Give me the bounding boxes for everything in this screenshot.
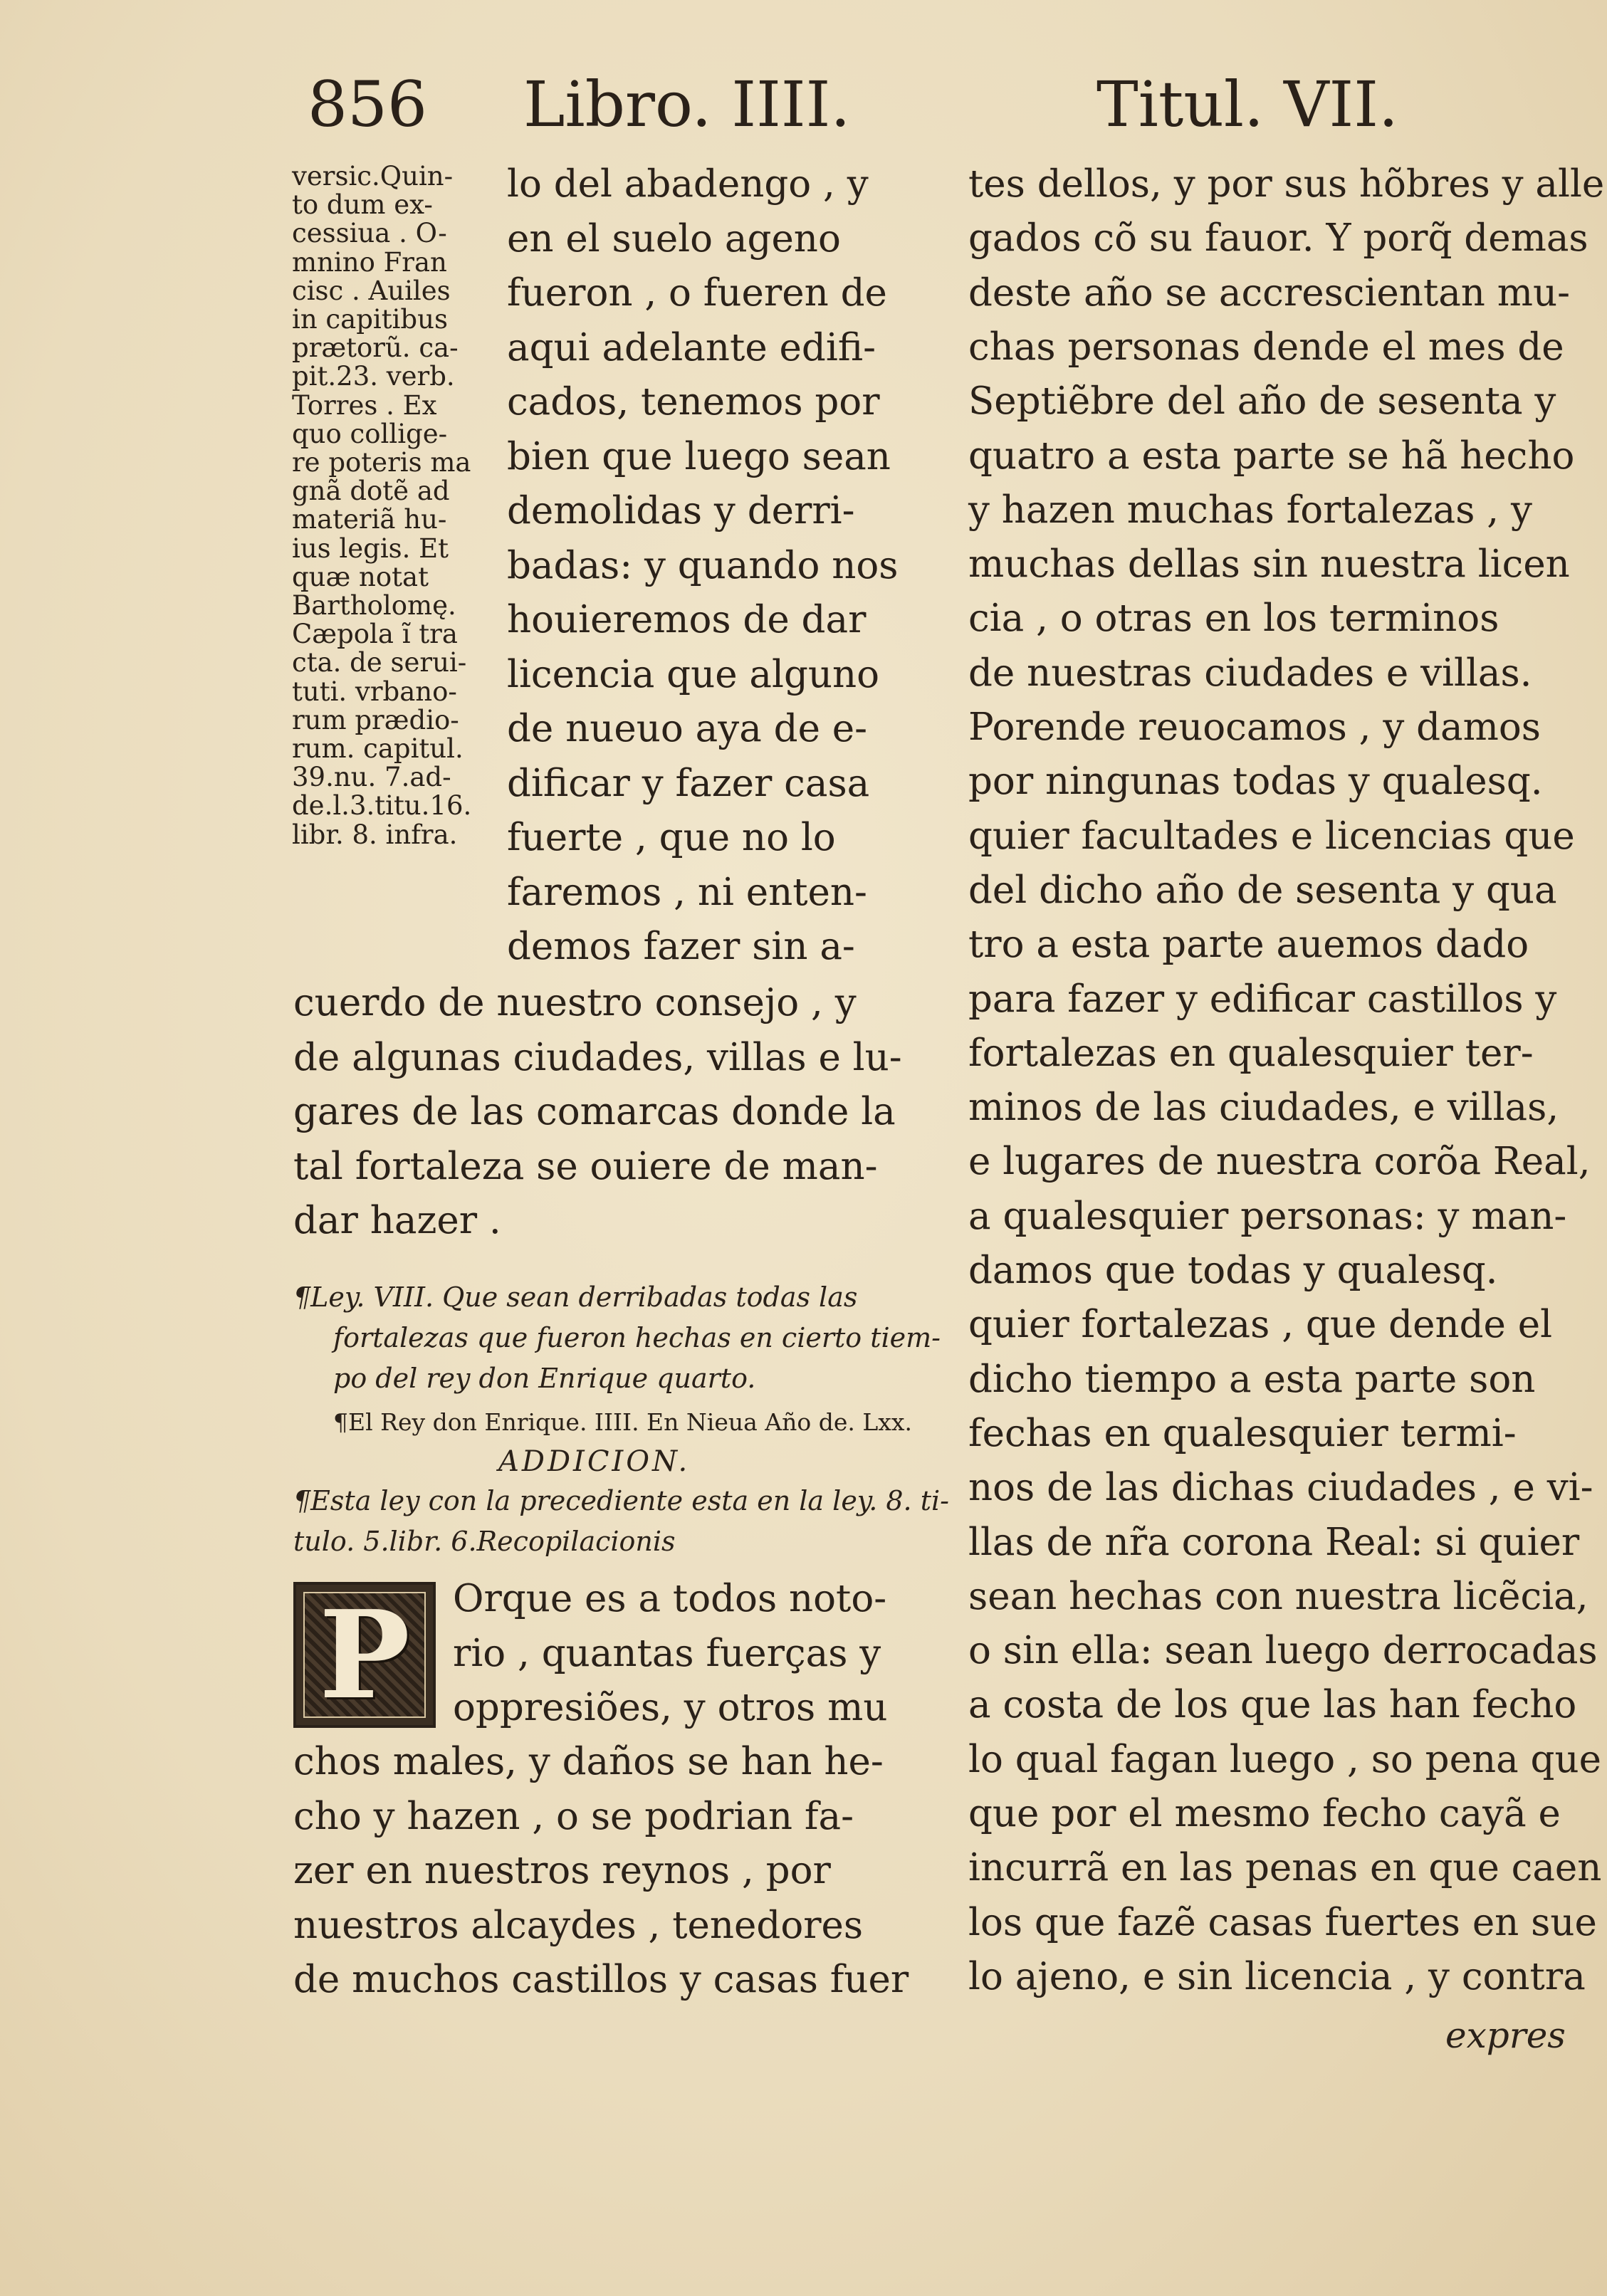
text-line: dicho tiempo a esta parte son	[968, 1357, 1536, 1401]
text-line: chos males, y daños se han he-	[293, 1740, 884, 1783]
margin-note-line: quo collige-	[292, 418, 448, 449]
text-line: demolidas y derri-	[507, 489, 855, 533]
text-line: o sin ella: sean luego derrocadas	[968, 1629, 1598, 1673]
text-line: fechas en qualesquier termi-	[968, 1411, 1517, 1455]
text-line: lo qual fagan luego , so pena que	[968, 1737, 1601, 1781]
text-line: gares de las comarcas donde la	[293, 1090, 896, 1133]
text-line: e lugares de nuestra corõa Real,	[968, 1140, 1591, 1184]
text-line: muchas dellas sin nuestra licen	[968, 542, 1570, 587]
text-line: llas de nr̃a corona Real: si quier	[968, 1520, 1580, 1564]
catchword: expres	[1445, 2015, 1566, 2056]
text-line: Orque es a todos noto-	[453, 1577, 887, 1620]
text-line: Septiẽbre del año de sesenta y	[968, 379, 1556, 424]
margin-note-line: rum. capitul.	[292, 733, 464, 764]
text-line: de nuestras ciudades e villas.	[968, 651, 1532, 695]
text-line: nos de las dichas ciudades , e vi-	[968, 1466, 1593, 1510]
text-line: aqui adelante edifi-	[507, 325, 876, 369]
ley-heading-line: ¶Ley. VIII. Que sean derribadas todas las	[293, 1281, 858, 1313]
text-line: quier fortalezas , que dende el	[968, 1303, 1553, 1347]
text-line: y hazen muchas fortalezas , y	[968, 488, 1532, 532]
text-line: lo del abadengo , y	[507, 162, 869, 206]
ley-heading-line: po del rey don Enrique quarto.	[333, 1363, 756, 1394]
ley-heading-line: fortalezas que fueron hechas en cierto tiem-	[333, 1322, 941, 1353]
decorated-initial	[293, 1582, 436, 1728]
margin-note-line: libr. 8. infra.	[292, 819, 458, 850]
text-line: a costa de los que las han fecho	[968, 1683, 1577, 1727]
addicion-line: tulo. 5.libr. 6.Recopilacionis	[293, 1526, 676, 1557]
text-line: tes dellos, y por sus hõbres y alle	[968, 162, 1605, 206]
margin-note-line: cessiua . O-	[292, 218, 447, 249]
text-line: fueron , o fueren de	[507, 271, 887, 315]
text-line: de algunas ciudades, villas e lu-	[293, 1035, 902, 1079]
margin-note-line: 39.nu. 7.ad-	[292, 762, 451, 793]
text-line: incurrã en las penas en que caen	[968, 1846, 1602, 1890]
text-line: los que fazẽ casas fuertes en sue	[968, 1900, 1597, 1944]
addicion-heading: ADDICION.	[498, 1445, 691, 1478]
text-line: licencia que alguno	[507, 652, 880, 696]
text-line: Porende reuocamos , y damos	[968, 706, 1541, 749]
text-line: en el suelo ageno	[507, 216, 841, 261]
text-line: dificar y fazer casa	[507, 761, 870, 805]
text-line: damos que todas y qualesq.	[968, 1249, 1498, 1292]
margin-note-line: rum prædio-	[292, 704, 459, 735]
text-line: quatro a esta parte se hã hecho	[968, 434, 1575, 478]
text-line: tal fortaleza se ouiere de man-	[293, 1144, 878, 1188]
text-line: nuestros alcaydes , tenedores	[293, 1903, 864, 1947]
text-line: lo ajeno, e sin licencia , y contra	[968, 1954, 1586, 1998]
title-number: Titul. VII.	[1096, 68, 1399, 141]
text-line: cados, tenemos por	[507, 380, 880, 424]
margin-note-line: re poteris ma	[292, 447, 471, 478]
margin-note-line: gnã dotẽ ad	[292, 476, 450, 507]
text-line: cho y hazen , o se podrian fa-	[293, 1794, 854, 1838]
text-line: minos de las ciudades, e villas,	[968, 1086, 1559, 1130]
margin-note-line: Torres . Ex	[292, 389, 437, 421]
margin-note-line: quæ notat	[292, 561, 429, 592]
text-line: demos fazer sin a-	[507, 925, 855, 968]
text-line: oppresiões, y otros mu	[453, 1686, 888, 1729]
margin-note-line: pit.23. verb.	[292, 361, 455, 392]
text-line: deste año se accrescientan mu-	[968, 271, 1571, 315]
margin-note-line: materiã hu-	[292, 504, 447, 535]
margin-note-line: versic.Quin-	[292, 161, 454, 192]
text-line: faremos , ni enten-	[507, 870, 867, 914]
text-line: bien que luego sean	[507, 434, 891, 478]
margin-note-line: Cæpola ĩ tra	[292, 619, 458, 650]
margin-note-line: Bartholomę.	[292, 590, 456, 621]
text-line: sean hechas con nuestra licẽcia,	[968, 1574, 1588, 1618]
text-line: por ningunas todas y qualesq.	[968, 760, 1543, 804]
margin-note-line: in capitibus	[292, 304, 448, 335]
margin-note-line: ius legis. Et	[292, 533, 449, 564]
margin-note-line: prætorũ. ca-	[292, 332, 459, 364]
ley-source: ¶El Rey don Enrique. IIII. En Nieua Año de. Lxx.	[333, 1408, 912, 1436]
initial-letter: P	[319, 1583, 410, 1726]
margin-note-line: cta. de serui-	[292, 647, 467, 678]
margin-note-line: cisc . Auiles	[292, 275, 451, 306]
text-line: fuerte , que no lo	[507, 816, 836, 859]
text-line: fortalezas en qualesquier ter-	[968, 1031, 1534, 1075]
text-line: zer en nuestros reynos , por	[293, 1849, 831, 1892]
text-line: tro a esta parte auemos dado	[968, 923, 1529, 967]
text-line: badas: y quando nos	[507, 543, 899, 587]
text-line: cuerdo de nuestro consejo , y	[293, 981, 857, 1024]
text-line: chas personas dende el mes de	[968, 325, 1564, 369]
margin-note-line: to dum ex-	[292, 189, 433, 221]
book-title: Libro. IIII.	[523, 68, 851, 141]
margin-note-line: tuti. vrbano-	[292, 676, 457, 707]
page-number: 856	[308, 68, 427, 141]
running-header	[0, 68, 1607, 146]
text-line: de nueuo aya de e-	[507, 707, 868, 750]
text-line: gados cõ su fauor. Y porq̃ demas	[968, 216, 1588, 261]
text-line: rio , quantas fuerças y	[453, 1631, 881, 1675]
text-line: cia , o otras en los terminos	[968, 597, 1499, 641]
text-line: del dicho año de sesenta y qua	[968, 868, 1557, 912]
text-line: para fazer y edificar castillos y	[968, 977, 1557, 1021]
margin-note-line: mnino Fran	[292, 246, 447, 278]
text-line: de muchos castillos y casas fuer	[293, 1958, 909, 2001]
margin-note-line: de.l.3.titu.16.	[292, 790, 472, 822]
addicion-line: ¶Esta ley con la precediente esta en la ley. 8. ti-	[293, 1485, 949, 1516]
text-line: dar hazer .	[293, 1199, 501, 1242]
text-line: houieremos de dar	[507, 598, 867, 641]
text-line: que por el mesmo fecho cayã e	[968, 1792, 1561, 1835]
text-line: quier facultades e licencias que	[968, 814, 1575, 858]
text-line: a qualesquier personas: y man-	[968, 1194, 1567, 1238]
